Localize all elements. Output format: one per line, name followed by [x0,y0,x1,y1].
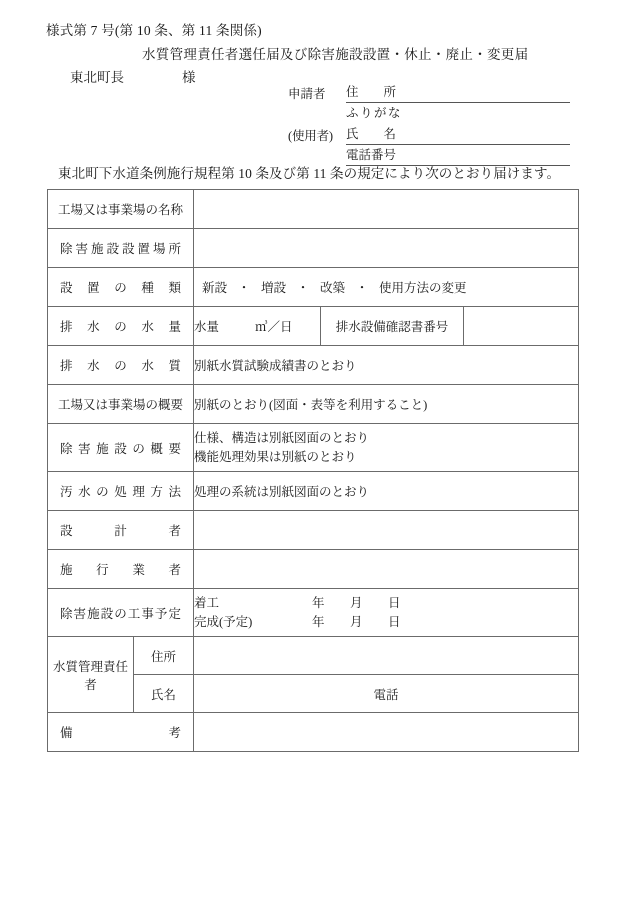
row-label-drain-quality [48,346,194,385]
row-value-install-type [194,268,579,307]
schedule-start-month[interactable]: 月 [350,595,363,610]
applicant-name-label: 氏 名 [346,127,397,141]
separator-dot-3: ・ [355,281,369,295]
row-label-treatment-outline [48,424,194,472]
row-value-designer[interactable] [194,511,579,550]
drain-volume-field[interactable] [194,307,321,346]
table-row [48,229,579,268]
label-text: 汚水の処理方法 [60,485,181,499]
lead-sentence: 東北町下水道条例施行規程第 10 条及び第 11 条の規定により次のとおり届けます。 [58,166,561,181]
schedule-finish-label: 完成(予定) [194,614,253,629]
row-label-sewage-method [48,472,194,511]
row-label-install-location [48,229,194,268]
label-text: 施行業者 [60,563,181,577]
table-row [48,385,579,424]
schedule-finish-row [194,613,578,632]
label-text: 工場又は事業場の概要 [57,398,183,412]
treatment-outline-line-2: 機能処理効果は別紙のとおり [194,449,357,464]
schedule-start-label: 着工 [194,595,220,610]
page-title: 水質管理責任者選任届及び除害施設設置・休止・廃止・変更届 [142,47,529,62]
row-label-remarks [48,713,194,752]
applicant-block [288,82,570,166]
drain-volume-label: 水量 [194,320,220,334]
cert-number-value[interactable] [464,307,579,346]
table-row [48,424,579,472]
table-row [48,550,579,589]
row-value-construction-schedule [194,589,579,637]
manager-address-value[interactable] [194,637,579,675]
applicant-furigana-label: ふりがな [346,106,403,120]
row-label-water-quality-manager [48,637,134,713]
table-row [48,307,579,346]
addressee-honorific: 様 [182,70,196,85]
form-number: 様式第 7 号(第 10 条、第 11 条関係) [46,23,262,38]
addressee-name: 東北町長 [70,70,124,85]
label-text: 水質管理責任者 [52,659,128,692]
applicant-tag: 申請者 [288,87,326,101]
schedule-finish-day[interactable]: 日 [388,614,401,629]
applicant-name-row [288,124,570,145]
applicant-address-label: 住 所 [346,85,397,99]
row-label-designer [48,511,194,550]
label-text: 除害施設の概要 [60,441,181,456]
drain-volume-unit [255,320,293,334]
table-row [48,190,579,229]
label-text: 除害施設設置場所 [60,242,181,256]
table-row [48,511,579,550]
schedule-start-row [194,594,578,613]
row-label-install-type [48,268,194,307]
row-label-facility-name [48,190,194,229]
applicant-furigana-field[interactable] [346,105,570,124]
schedule-finish-month[interactable]: 月 [350,614,363,629]
manager-address-label: 住所 [134,637,194,675]
separator-dot-1: ・ [237,281,251,295]
option-expand[interactable]: 増設 [261,281,287,295]
label-text: 設置の種類 [60,281,181,295]
applicant-name-field[interactable] [346,126,570,145]
unit-base: ㎥ [255,320,268,334]
option-usage-change[interactable]: 使用方法の変更 [379,281,467,295]
table-row [48,637,579,675]
schedule-start-year[interactable]: 年 [312,595,325,610]
row-label-drain-volume [48,307,194,346]
manager-phone-label[interactable]: 電話 [194,675,579,713]
option-rebuild[interactable]: 改築 [320,281,346,295]
manager-name-label: 氏名 [134,675,194,713]
row-value-drain-quality: 別紙水質試験成績書のとおり [194,346,579,385]
row-value-sewage-method: 処理の系統は別紙図面のとおり [194,472,579,511]
row-label-construction-schedule [48,589,194,637]
table-row [48,472,579,511]
declaration-table [47,189,579,752]
schedule-start-day[interactable]: 日 [388,595,401,610]
row-label-contractor [48,550,194,589]
option-new[interactable]: 新設 [202,281,228,295]
unit-tail: ／日 [267,320,293,334]
cert-number-label: 排水設備確認書番号 [321,307,464,346]
label-text: 排水の水量 [60,320,181,334]
applicant-address-field[interactable] [346,84,570,103]
row-value-treatment-outline [194,424,579,472]
schedule-finish-year[interactable]: 年 [312,614,325,629]
addressee-line [70,66,196,86]
row-value-facility-outline: 別紙のとおり(図面・表等を利用すること) [194,385,579,424]
row-value-install-location[interactable] [194,229,579,268]
row-value-remarks[interactable] [194,713,579,752]
separator-dot-2: ・ [296,281,310,295]
user-tag: (使用者) [288,129,333,143]
applicant-phone-label: 電話番号 [346,148,397,162]
applicant-address-row [288,82,570,103]
label-text: 除害施設の工事予定 [60,606,181,621]
table-row [48,713,579,752]
applicant-furigana-row [288,103,570,124]
row-value-contractor[interactable] [194,550,579,589]
table-row [48,589,579,637]
label-text: 排水の水質 [60,359,181,373]
label-text: 設計者 [60,524,181,538]
table-row [48,268,579,307]
label-text: 備考 [60,726,181,740]
table-row [48,346,579,385]
label-text: 工場又は事業場の名称 [57,203,183,217]
treatment-outline-line-1: 仕様、構造は別紙図面のとおり [194,430,370,445]
row-label-facility-outline [48,385,194,424]
row-value-facility-name[interactable] [194,190,579,229]
